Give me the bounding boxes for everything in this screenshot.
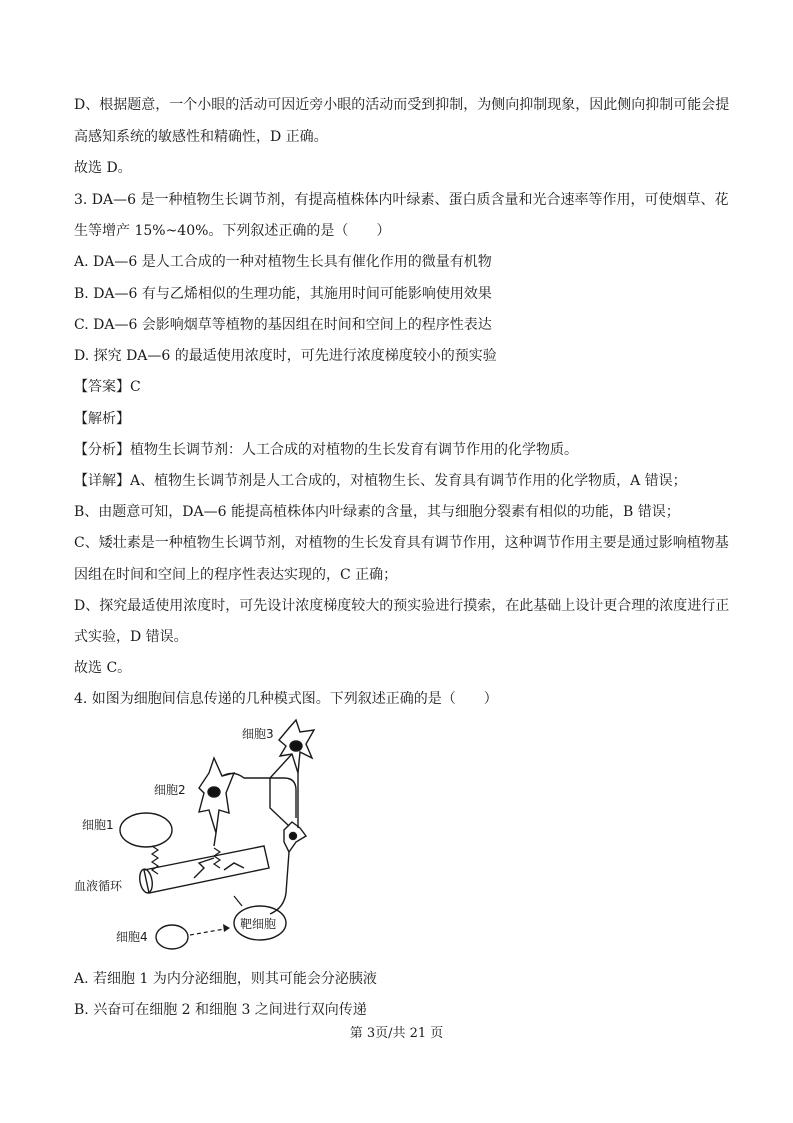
option-4a: A. 若细胞 1 为内分泌细胞，则其可能会分泌胰液 [74, 971, 377, 987]
cell-signaling-diagram [74, 718, 344, 958]
question-3-stem-1: 3. DA—6 是一种植物生长调节剂，有提高植株体内叶绿素、蛋白质含量和光合速率等作用，可使烟草、花 [74, 192, 729, 208]
cell-2-secretion [214, 848, 220, 868]
blood-vessel [138, 846, 269, 894]
label-target-cell: 靶细胞 [240, 917, 277, 931]
cell-1-secretion [152, 846, 158, 874]
synapse-neuron [270, 822, 306, 914]
analysis-label: 【解析】 [74, 411, 130, 427]
vessel-to-target-arrow [234, 896, 242, 906]
option-c: C. DA—6 会影响烟草等植物的基因组在时间和空间上的程序性表达 [74, 317, 492, 333]
cell-4 [156, 925, 188, 949]
detail-b: B、由题意可知，DA—6 能提高植株体内叶绿素的含量，其与细胞分裂素有相似的功能，B 错误； [74, 504, 680, 520]
cell-2 [199, 758, 296, 846]
option-b: B. DA—6 有与乙烯相似的生理功能，其施用时间可能影响使用效果 [74, 286, 492, 302]
label-cell-2: 细胞2 [154, 783, 186, 797]
detail-c-1: C、矮壮素是一种植物生长调节剂，对植物的生长发育具有调节作用，这种调节作用主要是通过影响植物基 [74, 535, 729, 551]
detail-d-2: 式实验，D 错误。 [74, 629, 188, 645]
cell-1 [120, 813, 172, 847]
detail-d-1: D、探究最适使用浓度时，可先设计浓度梯度较大的预实验进行摸索，在此基础上设计更合理的浓度进行正 [74, 598, 730, 614]
line-2: 高感知系统的敏感性和精确性，D 正确。 [74, 129, 328, 145]
cell-3 [270, 720, 314, 828]
answer-label: 【答案】C [74, 379, 141, 395]
label-cell-4: 细胞4 [116, 930, 148, 944]
detail-a: 【详解】A、植物生长调节剂是人工合成的，对植物生长、发育具有调节作用的化学物质，A 错误； [74, 473, 687, 489]
question-4-stem: 4. 如图为细胞间信息传递的几种模式图。下列叙述正确的是（ ） [74, 691, 498, 707]
label-cell-1: 细胞1 [82, 818, 114, 832]
detail-c-2: 因组在时间和空间上的程序性表达实现的，C 正确； [74, 567, 398, 583]
label-blood-circulation: 血液循环 [74, 879, 123, 893]
question-3-stem-2: 生等增产 15%~40%。下列叙述正确的是（ ） [74, 223, 391, 239]
label-cell-3: 细胞3 [242, 727, 274, 741]
option-a: A. DA—6 是人工合成的一种对植物生长具有催化作用的微量有机物 [74, 254, 492, 270]
line-1: D、根据题意，一个小眼的活动可因近旁小眼的活动而受到抑制，为侧向抑制现象，因此侧向抑制可能会提 [74, 97, 730, 113]
page-footer: 第 3页/共 21 页 [349, 1026, 444, 1041]
analysis-text: 【分析】植物生长调节剂：人工合成的对植物的生长发育有调节作用的化学物质。 [74, 442, 578, 458]
option-4b: B. 兴奋可在细胞 2 和细胞 3 之间进行双向传递 [74, 1002, 367, 1018]
cell-4-arrowhead [223, 924, 230, 932]
choose-c: 故选 C。 [74, 660, 132, 676]
line-3: 故选 D。 [74, 160, 132, 176]
option-d: D. 探究 DA—6 的最适使用浓度时，可先进行浓度梯度较小的预实验 [74, 348, 497, 364]
